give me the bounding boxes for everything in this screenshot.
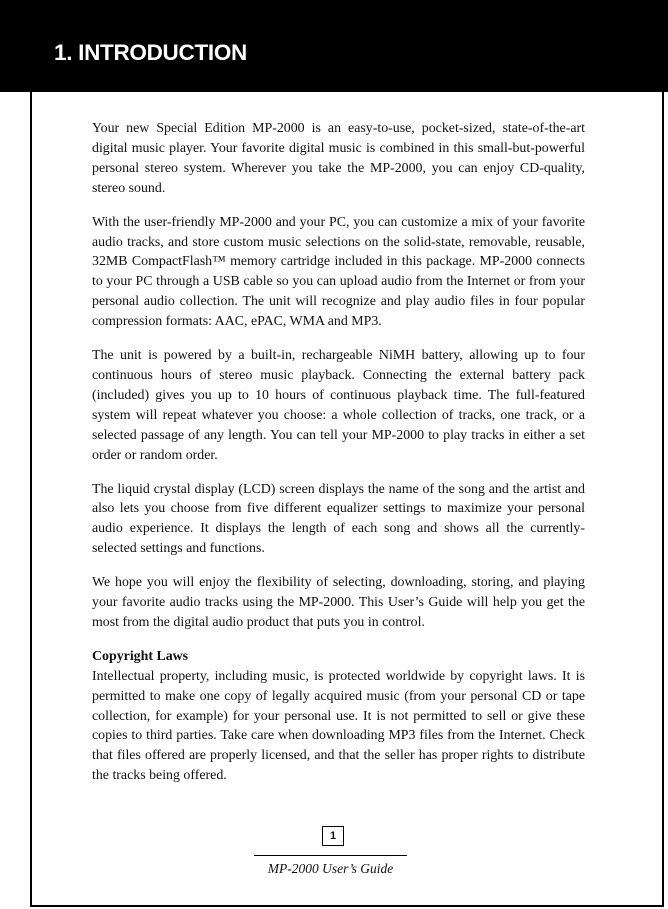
paragraph-closing: We hope you will enjoy the flexibility of selecting, downloading, storing, and playing your favorite audio tracks using the MP-2000. This User’s Guide will help you get the most from the digital audio product that puts you in control. bbox=[92, 575, 585, 630]
paragraph-lcd: The liquid crystal display (LCD) screen displays the name of the song and the artist and also lets you choose from five different equalizer settings to maximize your personal audio experience. It displays the length of each song and shows all the currently-selected settings and functions. bbox=[92, 481, 585, 557]
footer-divider bbox=[254, 855, 407, 856]
page-number: 1 bbox=[322, 826, 344, 846]
body-text bbox=[92, 119, 585, 786]
copyright-text: Intellectual property, including music, is protected worldwide by copyright laws. It is permitted to make one copy of legally acquired music (from your personal CD or tape collection, for example) for your personal use. It is not permitted to sell or give these copies to third parties. Take care when downloading MP3 files from the Internet. Check that files offered are properly licensed, and that the seller has proper rights to distribute the tracks being offered. bbox=[92, 668, 585, 784]
header-band bbox=[0, 0, 668, 92]
footer-guide-title: MP-2000 User’s Guide bbox=[267, 861, 394, 876]
paragraph-features: With the user-friendly MP-2000 and your PC, you can customize a mix of your favorite audio tracks, and store custom music selections on the solid-state, removable, reusable, 32MB CompactFlash™ memory cartridge included in this package. MP-2000 connects to your PC through a USB cable so you can upload audio from the Internet or from your personal audio collection. The unit will recognize and play audio files in four popular compression formats: AAC, ePAC, WMA and MP3. bbox=[92, 214, 585, 330]
page-title: 1. INTRODUCTION bbox=[54, 40, 248, 65]
copyright-heading: Copyright Laws bbox=[92, 648, 189, 664]
paragraph-intro: Your new Special Edition MP-2000 is an easy-to-use, pocket-sized, state-of-the-art digital music player. Your favorite digital music is combined in this small-but-powerful personal stereo system. Wherever you take the MP-2000, you can enjoy CD-quality, stereo sound. bbox=[92, 121, 585, 196]
copyright-section bbox=[92, 647, 585, 786]
paragraph-battery: The unit is powered by a built-in, rechargeable NiMH battery, allowing up to four continuous hours of stereo music playback. Connecting the external battery pack (included) gives you up to 10 hours of continuous playback time. The full-featured system will repeat whatever you choose: a whole collection of tracks, one track, or a selected passage of any length. You can tell your MP-2000 to play tracks in either a set order or random order. bbox=[92, 348, 585, 463]
